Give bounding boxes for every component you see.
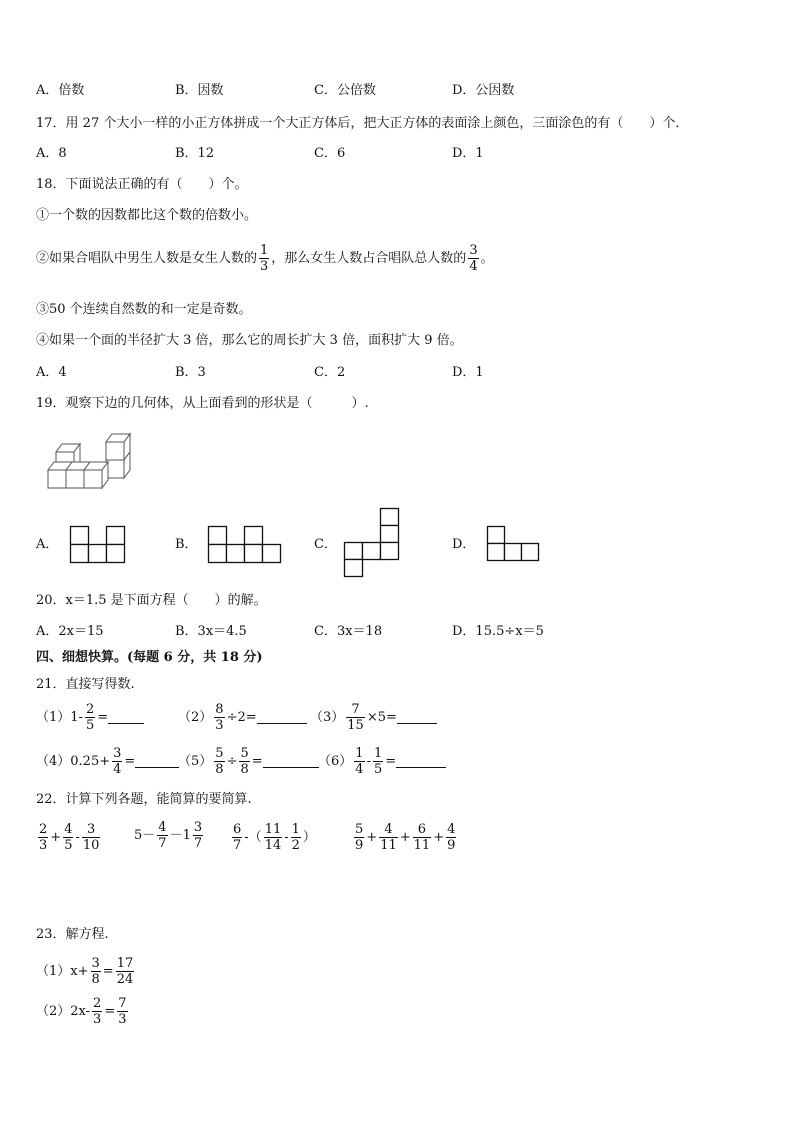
denominator: 14 [264, 838, 282, 853]
answer-blank[interactable] [135, 755, 179, 768]
denominator: 3 [260, 259, 269, 274]
fraction [92, 996, 102, 1027]
numerator: 1 [373, 746, 383, 761]
label: （3） [310, 709, 345, 725]
fraction [239, 746, 249, 777]
q19-option-a-label: A． [36, 537, 59, 552]
numerator: 1 [291, 822, 300, 837]
denominator: 4 [355, 762, 364, 777]
numerator: 3 [193, 820, 203, 835]
q23-equation-1 [36, 956, 136, 987]
fraction [214, 746, 224, 777]
denominator: 4 [469, 259, 478, 274]
denominator: 8 [215, 762, 224, 777]
operator: + [366, 829, 378, 845]
denominator: 11 [413, 838, 431, 853]
label: （1）x+ [36, 963, 89, 979]
q21-stem: 21．直接写得数. [36, 677, 135, 692]
denominator: 3 [93, 1012, 102, 1027]
q21-problem-4 [36, 746, 179, 777]
operator: = [385, 753, 397, 769]
q17-option-d: D．1 [452, 146, 484, 161]
denominator: 24 [116, 972, 134, 987]
q18-statement-4: ④如果一个面的半径扩大 3 倍，那么它的周长扩大 3 倍，面积扩大 9 倍。 [36, 333, 463, 348]
fraction [354, 822, 364, 853]
denominator: 5 [85, 718, 95, 733]
denominator: 4 [113, 762, 122, 777]
q22-expression-1 [36, 820, 102, 853]
numerator: 1 [260, 243, 269, 258]
q22-expression-2 [134, 820, 205, 851]
operator: + [399, 829, 411, 845]
denominator: 5 [373, 762, 383, 777]
fraction [346, 702, 365, 733]
q18-option-a: A．4 [36, 365, 67, 380]
denominator: 7 [158, 836, 167, 851]
denominator: 3 [215, 718, 224, 733]
q17-option-a: A．8 [36, 146, 67, 161]
numerator: 17 [116, 956, 134, 971]
fraction [373, 746, 383, 777]
q23-stem: 23．解方程. [36, 927, 109, 942]
operator: = [102, 963, 114, 979]
fraction [468, 243, 478, 274]
q18-s2-text-a: ②如果合唱队中男生人数是女生人数的 [36, 251, 258, 266]
numerator: 4 [384, 822, 393, 837]
q17-stem: 17．用 27 个大小一样的小正方体拼成一个大正方体后，把大正方体的表面涂上颜色，三面涂色的有（ ）个． [36, 116, 689, 131]
fraction [63, 822, 73, 853]
numerator: 4 [447, 822, 456, 837]
denominator: 7 [193, 836, 203, 851]
q20-option-a: A．2x＝15 [36, 624, 104, 639]
numerator: 6 [233, 822, 242, 837]
q16-option-a: A．倍数 [36, 83, 85, 98]
q22-expression-3 [230, 820, 316, 853]
operator: ×5= [366, 709, 397, 725]
q20-option-d: D．15.5÷x＝5 [452, 624, 544, 639]
q22-stem: 22．计算下列各题，能简算的要简算. [36, 792, 252, 807]
operator: + [50, 829, 62, 845]
fraction [291, 822, 301, 853]
q18-option-c: C．2 [314, 365, 346, 380]
denominator: 3 [118, 1012, 127, 1027]
numerator: 4 [158, 820, 167, 835]
numerator: 2 [85, 702, 95, 717]
fraction [259, 243, 269, 274]
q17-option-c: C．6 [314, 146, 346, 161]
label: （2）2x- [36, 1003, 91, 1019]
q16-option-d: D．公因数 [452, 83, 515, 98]
operator: + [433, 829, 445, 845]
operator: 5－ [134, 827, 156, 843]
numerator: 3 [87, 822, 96, 837]
operator: - [366, 753, 371, 769]
operator: ） [302, 829, 316, 845]
q21-problem-2 [178, 702, 307, 733]
label: （6） [318, 753, 353, 769]
operator: = [124, 753, 136, 769]
q19-option-c-figure [344, 508, 400, 580]
fraction [112, 746, 122, 777]
q19-option-d-label: D． [452, 537, 476, 552]
q19-option-d-figure [487, 526, 543, 564]
operator: = [97, 709, 109, 725]
operator: - [75, 829, 80, 845]
q18-statement-3: ③50 个连续自然数的和一定是奇数。 [36, 302, 252, 317]
operator: ÷ [226, 753, 238, 769]
section-4-title: 四、细想快算。(每题 6 分，共 18 分) [36, 650, 263, 665]
operator: = [104, 1003, 116, 1019]
q19-stem: 19．观察下边的几何体，从上面看到的形状是（ ）. [36, 396, 369, 411]
denominator: 11 [380, 838, 397, 853]
denominator: 9 [355, 838, 364, 853]
numerator: 4 [64, 822, 73, 837]
fraction [157, 820, 167, 851]
operator: -（ [244, 829, 262, 845]
fraction [214, 702, 224, 733]
answer-blank[interactable] [257, 711, 307, 724]
q21-problem-6 [318, 746, 446, 777]
q16-option-c: C．公倍数 [314, 83, 376, 98]
numerator: 5 [355, 822, 364, 837]
fraction [264, 822, 283, 853]
q22-expression-4 [352, 820, 458, 853]
q17-option-b: B．12 [175, 146, 215, 161]
q20-option-b: B．3x＝4.5 [175, 624, 247, 639]
q20-stem: 20．x＝1.5 是下面方程（ ）的解。 [36, 593, 267, 608]
numerator: 3 [113, 746, 122, 761]
fraction [82, 822, 101, 853]
q18-statement-1: ①一个数的因数都比这个数的倍数小。 [36, 208, 258, 223]
label: （5） [178, 753, 213, 769]
fraction [354, 746, 364, 777]
numerator: 6 [417, 822, 427, 837]
fraction [413, 822, 432, 853]
operator: - [284, 829, 289, 845]
q16-option-b: B．因数 [175, 83, 224, 98]
fraction [232, 822, 242, 853]
fraction [91, 956, 101, 987]
solid-figure-cubes [44, 430, 144, 496]
fraction [379, 822, 398, 853]
label: （4）0.25+ [36, 753, 111, 769]
answer-blank[interactable] [108, 711, 144, 724]
numerator: 5 [240, 746, 249, 761]
q21-problem-5 [178, 746, 319, 777]
denominator: 7 [233, 838, 242, 853]
q19-option-b-label: B． [175, 537, 198, 552]
label: （2） [178, 709, 213, 725]
answer-blank[interactable] [263, 755, 319, 768]
fraction [116, 956, 135, 987]
q18-statement-2 [36, 243, 494, 274]
numerator: 11 [264, 822, 282, 837]
numerator: 8 [215, 702, 224, 717]
q23-equation-2 [36, 996, 130, 1027]
operator: ÷2= [226, 709, 257, 725]
answer-blank[interactable] [397, 711, 437, 724]
denominator: 2 [291, 838, 300, 853]
q18-s2-text-c: 。 [480, 251, 494, 266]
numerator: 1 [355, 746, 364, 761]
denominator: 8 [91, 972, 100, 987]
numerator: 3 [91, 956, 100, 971]
q18-option-b: B．3 [175, 365, 206, 380]
operator: －1 [169, 827, 191, 843]
q21-problem-3 [310, 702, 437, 733]
denominator: 3 [39, 838, 48, 853]
fraction [85, 702, 95, 733]
numerator: 2 [39, 822, 48, 837]
numerator: 3 [469, 243, 478, 258]
q19-option-c-label: C． [314, 537, 337, 552]
numerator: 2 [93, 996, 102, 1011]
q21-problem-1 [36, 702, 144, 733]
denominator: 10 [82, 838, 100, 853]
q18-stem: 18．下面说法正确的有（ ）个。 [36, 177, 248, 192]
q19-option-b-figure [208, 526, 282, 564]
operator: = [251, 753, 263, 769]
denominator: 8 [240, 762, 249, 777]
answer-blank[interactable] [396, 755, 446, 768]
fraction [193, 820, 203, 851]
denominator: 5 [64, 838, 73, 853]
fraction [446, 822, 456, 853]
q19-option-a-figure [70, 526, 126, 564]
denominator: 15 [347, 718, 364, 733]
label: （1）1- [36, 709, 83, 725]
numerator: 7 [118, 996, 127, 1011]
fraction [38, 822, 48, 853]
q18-option-d: D．1 [452, 365, 484, 380]
numerator: 5 [215, 746, 224, 761]
q18-s2-text-b: ，那么女生人数占合唱队总人数的 [271, 251, 467, 266]
fraction [117, 996, 127, 1027]
numerator: 7 [351, 702, 360, 717]
q20-option-c: C．3x＝18 [314, 624, 383, 639]
denominator: 9 [447, 838, 456, 853]
